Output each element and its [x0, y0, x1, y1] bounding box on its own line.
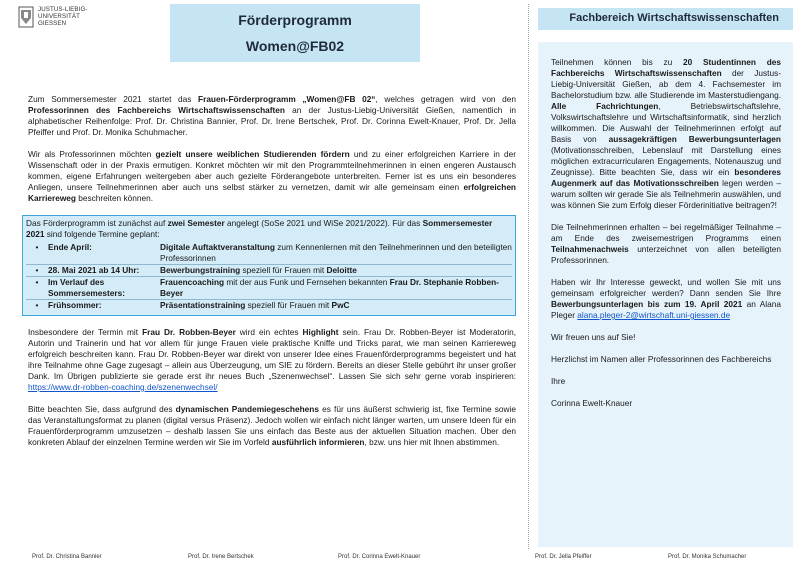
bold-text: 20 Studentinnen des Fachbereichs Wirtschaftswissenschaften [551, 57, 781, 78]
text-run: an der Justus-Liebig-Universität Gießen, namentlich in alphabetischer Reihenfolge: Prof. Dr. Christina Bannier, Prof. Dr. Irene Bertschek, Prof. Dr. Corinna Ewelt-Knauer, Prof. Dr. Jella Pfeiffer und Prof. Dr. Monika Schuhmacher. [28, 105, 516, 137]
bold-text: Bewerbungstraining [160, 265, 241, 275]
footer-name: Prof. Dr. Jella Pfeiffer [535, 554, 592, 560]
info-panel-text [551, 57, 781, 420]
schedule-description [156, 277, 512, 299]
bold-text: Digitale Auftaktveranstaltung [160, 242, 275, 252]
bullet-icon: • [35, 300, 39, 310]
bold-text: Highlight [302, 327, 339, 337]
signature-salutation [551, 376, 781, 387]
footer-name: Prof. Dr. Corinna Ewelt-Knauer [338, 554, 421, 560]
text-run: speziell für Frauen mit [240, 265, 327, 275]
bold-text: besonderes Augenmerk auf das Motivationsschreiben [551, 167, 781, 188]
text-run: , Betriebswirtschaftslehre, Volkswirtschaftslehre und Wirtschaftsinformatik, sind herzlich willkommen. Die Auswahl der Teilnehmerinnen erfolgt auf Basis von [551, 101, 781, 144]
bold-text: erfolgreichen Karriereweg [28, 182, 516, 203]
footer-name: Prof. Dr. Christina Bannier [32, 554, 102, 560]
text-run: unterzeichnet von allen beteiligten Professorinnen. [551, 244, 781, 265]
bold-text: Professorinnen des Fachbereichs Wirtschaftswissenschaften [28, 105, 285, 115]
text-run: Insbesondere der Termin mit [28, 327, 143, 337]
schedule-description [156, 242, 512, 264]
schedule-description [156, 300, 512, 311]
schedule-intro [26, 218, 512, 240]
schedule-table [26, 242, 512, 311]
bold-text: Frauencoaching [160, 277, 225, 287]
bold-text: dynamischen Pandemiegeschehens [175, 404, 319, 414]
text-run: angelegt (SoSe 2021 und WiSe 2021/2022). Für das [224, 218, 423, 228]
intro-paragraph [28, 94, 516, 138]
text-run: mit der aus Funk und Fernsehen bekannten [224, 277, 390, 287]
text-run: , welches getragen wird von den [375, 94, 516, 104]
text-run: legen werden – warum sollten wir gerade Sie als Teilnehmerin auswählen, und was können Sie zum Erfolg dieser Förderinitiative beitragen?! [551, 178, 782, 210]
bold-text: Frau Dr. Robben-Beyer [142, 327, 236, 337]
text-run: (Motivationsschreiben, Lebenslauf mit Darstellung eines möglichen extracurricularen Engagements, Notenauszug und Zeugnisse). Bitte beachten Sie, dass wir ein [551, 145, 781, 177]
main-column [28, 94, 516, 459]
bullet-icon: • [35, 242, 39, 252]
closing-line [551, 354, 781, 365]
department-header [538, 8, 793, 30]
university-seal-icon [18, 6, 34, 28]
application-paragraph [551, 277, 781, 321]
bold-text: gezielt unsere weiblichen Studierenden fördern [155, 149, 350, 159]
schedule-box [22, 215, 516, 316]
text-run: an Alana Pleger [551, 299, 781, 320]
bold-text: Bewerbungsunterlagen bis zum 19. April 2021 [551, 299, 743, 309]
text-run: Ihre [551, 376, 566, 386]
program-title: Förderprogramm [238, 12, 352, 28]
bold-text: Präsentationstraining [160, 300, 246, 310]
bold-text: Alle Fachrichtungen [551, 101, 659, 111]
text-run: es für uns äußerst schwierig ist, fixe Termine sowie das Veranstaltungsformat zu planen (digital versus Präsenz). Jedoch wollen wir einfach nicht länger warten, um unsere Ideen für ein Frauenförderprogramm umzusetzen – deshalb lassen Sie uns einfach das Beste aus der aktuellen Situation machen. Über den konkreten Ablauf der einzelnen Termine werden wir Sie im Vorfeld [28, 404, 516, 447]
schedule-row [26, 264, 512, 276]
logo-text: JUSTUS-LIEBIG- UNIVERSITÄT GIESSEN [38, 6, 88, 27]
program-subtitle: Women@FB02 [245, 38, 345, 54]
schedule-row [26, 276, 512, 299]
program-title-box [170, 4, 420, 62]
text-run: zum Kennenlernen mit den Teilnehmerinnen und den beteiligten Professorinnen [160, 242, 512, 263]
text-run: Wir als Professorinnen möchten [28, 149, 156, 159]
bullet-icon: • [35, 265, 39, 275]
schedule-date: Ende April: [48, 242, 92, 252]
text-run: beschreiten können. [75, 193, 153, 203]
bold-text: ausführlich informieren [271, 437, 365, 447]
text-run: Die Teilnehmerinnen erhalten – bei regelmäßiger Teilnahme – am Ende des zweisemestrigen Programms einen [551, 222, 781, 243]
text-run: , bzw. uns hier mit Ihnen abstimmen. [364, 437, 500, 447]
footer-professors [0, 552, 800, 565]
text-run: Wir freuen uns auf Sie! [551, 332, 636, 342]
bold-text: Deloitte [326, 265, 357, 275]
welcome-line [551, 332, 781, 343]
text-run: Bitte beachten Sie, dass aufgrund des [28, 404, 176, 414]
signature-name [551, 398, 781, 409]
highlight-paragraph [28, 327, 516, 393]
column-divider [528, 4, 529, 549]
bold-text: PwC [331, 300, 350, 310]
email-or-url-link[interactable]: alana.pleger-2@wirtschaft.uni-giessen.de [577, 310, 731, 320]
university-logo [8, 4, 100, 40]
footer-name: Prof. Dr. Irene Bertschek [188, 554, 254, 560]
text-run: Zum Sommersemester 2021 startet das [28, 94, 199, 104]
text-run: der Justus-Liebig-Universität Gießen, ab dem 4. Fachsemester im Bachelorstudium bzw. alle Studierende im Masterstudiengang. [551, 68, 781, 100]
text-run: speziell für Frauen mit [245, 300, 332, 310]
text-run: Das Förderprogramm ist zunächst auf [26, 218, 168, 228]
text-run: sind folgende Termine geplant: [44, 229, 160, 239]
schedule-date: Im Verlauf des Sommersemesters: [48, 277, 126, 298]
eligibility-paragraph [551, 57, 781, 211]
schedule-row [26, 242, 512, 264]
email-or-url-link[interactable]: https://www.dr-robben-coaching.de/szenenwechsel/ [28, 382, 218, 392]
bold-text: zwei Semester [167, 218, 225, 228]
bold-text: Frauen-Förderprogramm „Women@FB 02“ [198, 94, 376, 104]
text-run: Herzlichst im Namen aller Professorinnen des Fachbereichs [551, 354, 772, 364]
bullet-icon: • [35, 277, 39, 287]
bold-text: Frau Dr. Stephanie Robben-Beyer [160, 277, 499, 298]
goals-paragraph [28, 149, 516, 204]
bold-text: aussagekräftigen Bewerbungsunterlagen [608, 134, 781, 144]
text-run: Teilnehmen können bis zu [551, 57, 683, 67]
pandemic-paragraph [28, 404, 516, 448]
text-run: Haben wir Ihr Interesse geweckt, und wollen Sie mit uns gemeinsam erfolgreicher werden? Dann senden Sie Ihre [551, 277, 781, 298]
schedule-date: Frühsommer: [48, 300, 102, 310]
text-run: wird ein echtes [235, 327, 303, 337]
certificate-paragraph [551, 222, 781, 266]
bold-text: Teilnahmenachweis [551, 244, 629, 254]
text-run: Corinna Ewelt-Knauer [551, 398, 633, 408]
footer-name: Prof. Dr. Monika Schumacher [668, 554, 747, 560]
department-name: Fachbereich Wirtschaftswissenschaften [569, 12, 779, 24]
text-run: und zu einer erfolgreichen Karriere in der Wissenschaft oder in der Praxis ermutigen. Konkret möchten wir mit den Programmteilnehmerinnen in einen engeren Austausch kommen, eigene Erfahrungen weitergeben aber auch gezielte Förderangebote unterbreiten. Ferner ist es uns ein besonderes Anliegen, unsere Teilnehmerinnen aber auch uns selbst stärker zu vernetzen, damit wir alle gemeinsam einen [28, 149, 516, 192]
text-run: sein. Frau Dr. Robben-Beyer ist Moderatorin, Autorin und Trainerin und hat vor allem für junge Frauen viele praktische Kniffe und Tricks parat, wie man seinen Karriereweg erfolgreich beschreiten kann. Frau Dr. Robben-Beyer war direkt von unserer Idee eines Frauenförderprogramms begeistert und hat ihre Teilnahme ohne Gage zugesagt – allein aus Überzeugung, um SIE zu fördern. Bereits an dieser Stelle gebührt ihr unser großer Dank. Im Übrigen publizierte sie gerade erst ihr neues Buch „Szenenwechsel“. Lassen Sie sich sehr gerne vorab inspirieren: [28, 327, 517, 381]
schedule-date: 28. Mai 2021 ab 14 Uhr: [48, 265, 140, 275]
schedule-row [26, 299, 512, 311]
bold-text: Sommersemester 2021 [26, 218, 493, 239]
schedule-description [156, 265, 512, 276]
